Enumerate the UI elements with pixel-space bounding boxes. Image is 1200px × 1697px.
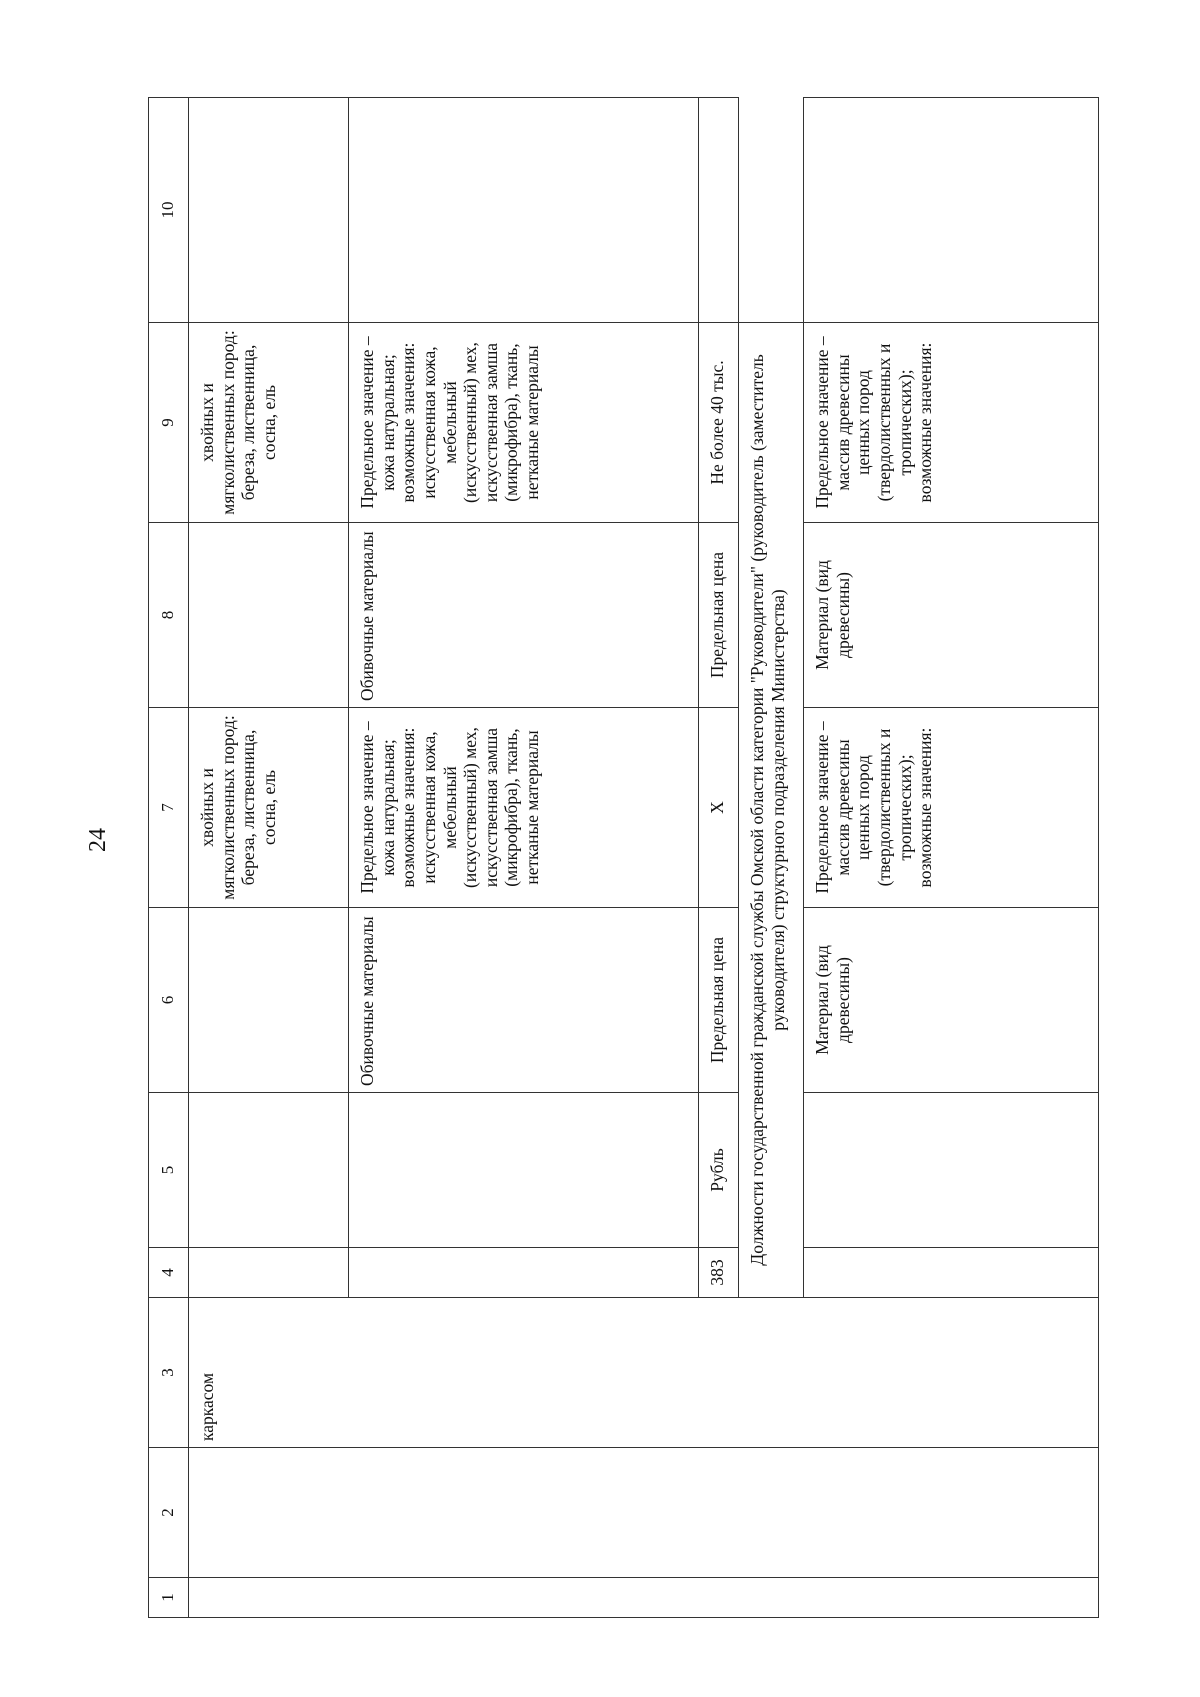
col-number-8: 8 [149,523,189,708]
cell-upholstery-label-6: Обивочные материалы [349,908,699,1093]
col-number-2: 2 [149,1448,189,1578]
cell-r2-c4 [349,1248,699,1298]
column-number-row [149,98,189,1618]
cell-upholstery-label-8: Обивочные материалы [349,523,699,708]
cell-price-label-8: Предельная цена [699,523,739,708]
section-title: Должности государственной гражданской службы Омской области категории "Руководители" (руководитель (заместитель руководителя) структурного подразделения Министерства) [739,323,804,1298]
cell-r4-c10 [739,98,804,323]
specification-table [148,97,1099,1618]
cell-r5-c5 [804,1093,1099,1248]
cell-r1-c10 [189,98,349,323]
cell-price-value-7: Х [699,708,739,908]
cell-col1 [189,1578,1099,1618]
col-number-10: 10 [149,98,189,323]
col-number-4: 4 [149,1248,189,1298]
rotated-table-container [148,98,1098,1618]
cell-wood-species-9: хвойных и мягколиственных пород: береза, лиственница, сосна, ель [189,323,349,523]
col-number-7: 7 [149,708,189,908]
cell-carcass: каркасом [189,1298,1099,1448]
cell-unit: Рубль [699,1093,739,1248]
table-rotator [148,98,1098,1618]
cell-r1-c5 [189,1093,349,1248]
cell-material-label-8: Материал (вид древесины) [804,523,1099,708]
col-number-6: 6 [149,908,189,1093]
col-number-1: 1 [149,1578,189,1618]
cell-price-value-9: Не более 40 тыс. [699,323,739,523]
cell-r2-c10 [349,98,699,323]
cell-col2 [189,1448,1099,1578]
page-number: 24 [85,828,111,852]
cell-r2-c5 [349,1093,699,1248]
cell-okei-code: 383 [699,1248,739,1298]
cell-r1-c8 [189,523,349,708]
cell-price-label-6: Предельная цена [699,908,739,1093]
col-number-5: 5 [149,1093,189,1248]
table-row-wood-species [189,98,349,1618]
cell-r1-c6 [189,908,349,1093]
col-number-3: 3 [149,1298,189,1448]
cell-upholstery-value-7: Предельное значение – кожа натуральная; возможные значения: искусственная кожа, мебельный (искусственный) мех, искусственная замша (микрофибра), ткань, нетканые материалы [349,708,699,908]
cell-wood-species-7: хвойных и мягколиственных пород: береза, лиственница, сосна, ель [189,708,349,908]
cell-r3-c10 [699,98,739,323]
cell-r5-c10 [804,98,1099,323]
cell-material-label-6: Материал (вид древесины) [804,908,1099,1093]
cell-upholstery-value-9: Предельное значение – кожа натуральная; возможные значения: искусственная кожа, мебельный (искусственный) мех, искусственная замша (микрофибра), ткань, нетканые материалы [349,323,699,523]
cell-r5-c4 [804,1248,1099,1298]
cell-material-value-7: Предельное значение – массив древесины ценных пород (твердолиственных и тропических); возможные значения: [804,708,1099,908]
cell-material-value-9: Предельное значение – массив древесины ценных пород (твердолиственных и тропических); возможные значения: [804,323,1099,523]
col-number-9: 9 [149,323,189,523]
cell-r1-c4 [189,1248,349,1298]
